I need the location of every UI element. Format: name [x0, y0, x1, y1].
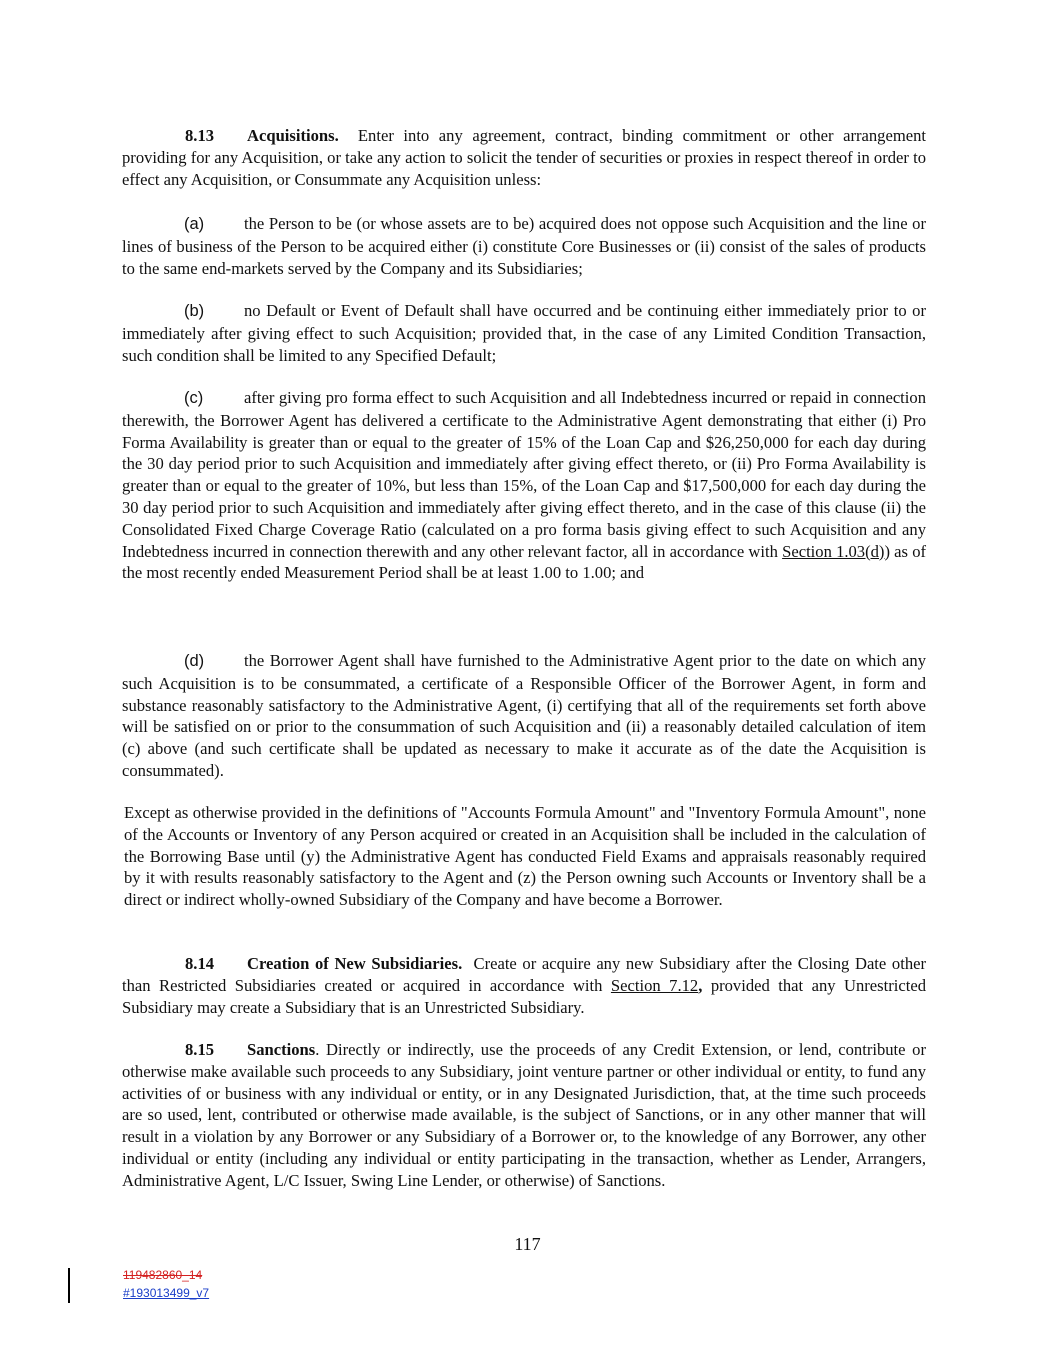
clause-d — [122, 650, 926, 782]
clause-b — [122, 300, 926, 366]
section-text: Enter into any agreement, contract, binding commitment or other arrangement providing for any Acquisition, or take any action to solicit the tender of securities or proxies in respect thereof in order to effect any Acquisition, or Consummate any Acquisition unless: — [122, 126, 926, 189]
section-number: 8.14 — [185, 954, 215, 973]
inserted-document-id: #193013499_v7 — [123, 1286, 210, 1300]
except-paragraph: Except as otherwise provided in the definitions of "Accounts Formula Amount" and "Inventory Formula Amount", none of the Accounts or Inventory of any Person acquired or created in an Acquisition shall be included in the calculation of the Borrowing Base until (y) the Administrative Agent has conducted Field Exams and appraisals reasonably required by it with results reasonably satisfactory to the Agent and (z) the Person owning such Accounts or Inventory shall be a direct or indirect wholly-owned Subsidiary of the Company and have become a Borrower. — [124, 803, 926, 910]
section-text: . Directly or indirectly, use the proceeds of any Credit Extension, or lend, contribute or otherwise make available such proceeds to any Subsidiary, joint venture partner or other individual or entity, to fund any activities of or business with any individual or entity, or in any Designated Jurisdiction, that, at the time such proceeds are so used, lent, contributed or otherwise made available, is the subject of Sanctions, or in any other manner that will result in a violation by any Borrower or any Subsidiary of a Borrower or, to the knowledge of any Borrower, any other individual or entity (including any individual or entity participating in the transaction, whether as Lender, Arrangers, Administrative Agent, L/C Issuer, Swing Line Lender, or otherwise) of Sanctions. — [122, 1040, 926, 1190]
section-title: Creation of New Subsidiaries. — [247, 954, 463, 973]
section-8-14 — [122, 953, 926, 1018]
section-title: Sanctions — [247, 1040, 316, 1059]
clause-text-continued: ) as of the most recently ended Measurement Period shall be at least 1.00 to 1.00; and — [122, 541, 927, 583]
section-reference-link: Section 1.03(d) — [782, 541, 885, 561]
section-text-continued: provided that any Unrestricted Subsidiary may create a Subsidiary that is an Unrestricted Subsidiary. — [122, 975, 927, 1017]
section-number: 8.15 — [185, 1040, 215, 1059]
section-8-13-intro — [122, 125, 926, 190]
clause-a — [122, 213, 926, 279]
clause-text: after giving pro forma effect to such Acquisition and all Indebtedness incurred or repaid in connection therewith, the Borrower Agent has delivered a certificate to the Administrative Agent demonstrating that either (i) Pro Forma Availability is greater than or equal to the greater of 15% of the Loan Cap and $26,250,000 for each day during the 30 day period prior to such Acquisition and immediately after giving effect thereto, or (ii) Pro Forma Availability is greater than or equal to the greater of 10%, but less than 15%, of the Loan Cap and $17,500,000 for each day during the 30 day period prior to such Acquisition and immediately after giving effect thereto, and in the case of this clause (ii) the Consolidated Fixed Charge Coverage Ratio (calculated on a pro forma basis giving effect to such Acquisition and any Indebtedness incurred in connection therewith and any other relevant factor, all in accordance with — [122, 388, 926, 561]
change-bar — [68, 1268, 70, 1303]
section-title: Acquisitions. — [247, 126, 339, 145]
section-text: Create or acquire any new Subsidiary after the Closing Date other than Restricted Subsidiaries created or acquired in accordance with — [122, 954, 927, 995]
clause-label: (c) — [184, 389, 204, 407]
section-8-15 — [122, 1039, 926, 1192]
clause-text: the Borrower Agent shall have furnished to the Administrative Agent prior to the date on which any such Acquisition is to be consummated, a certificate of a Responsible Officer of the Borrower Agent, in form and substance reasonably satisfactory to the Administrative Agent, (i) certifying that all of the requirements set forth above will be satisfied on or prior to the consummation of such Acquisition and (ii) a reasonably detailed calculation of item (c) above (and such certificate shall be updated as necessary to make it accurate as of the date the Acquisition is consummated). — [122, 651, 926, 780]
section-reference-link: Section 7.12 — [610, 975, 699, 995]
clause-label: (a) — [184, 215, 205, 233]
deleted-document-id: 119482860_14 — [123, 1268, 203, 1282]
clause-label: (d) — [184, 652, 205, 670]
page-number: 117 — [514, 1234, 541, 1254]
clause-text: the Person to be (or whose assets are to be) acquired does not oppose such Acquisition and the line or lines of business of the Person to be acquired either (i) constitute Core Businesses or (ii) consist of the sales of products to the same end-markets served by the Company and its Subsidiaries; — [122, 214, 926, 278]
bold-comma: , — [698, 975, 703, 995]
clause-text: no Default or Event of Default shall have occurred and be continuing either immediately prior to or immediately after giving effect to such Acquisition; provided that, in the case of any Limited Condition Transaction, such condition shall be limited to any Specified Default; — [122, 301, 926, 365]
clause-label: (b) — [184, 302, 205, 320]
section-number: 8.13 — [185, 126, 215, 145]
clause-c — [122, 387, 926, 584]
